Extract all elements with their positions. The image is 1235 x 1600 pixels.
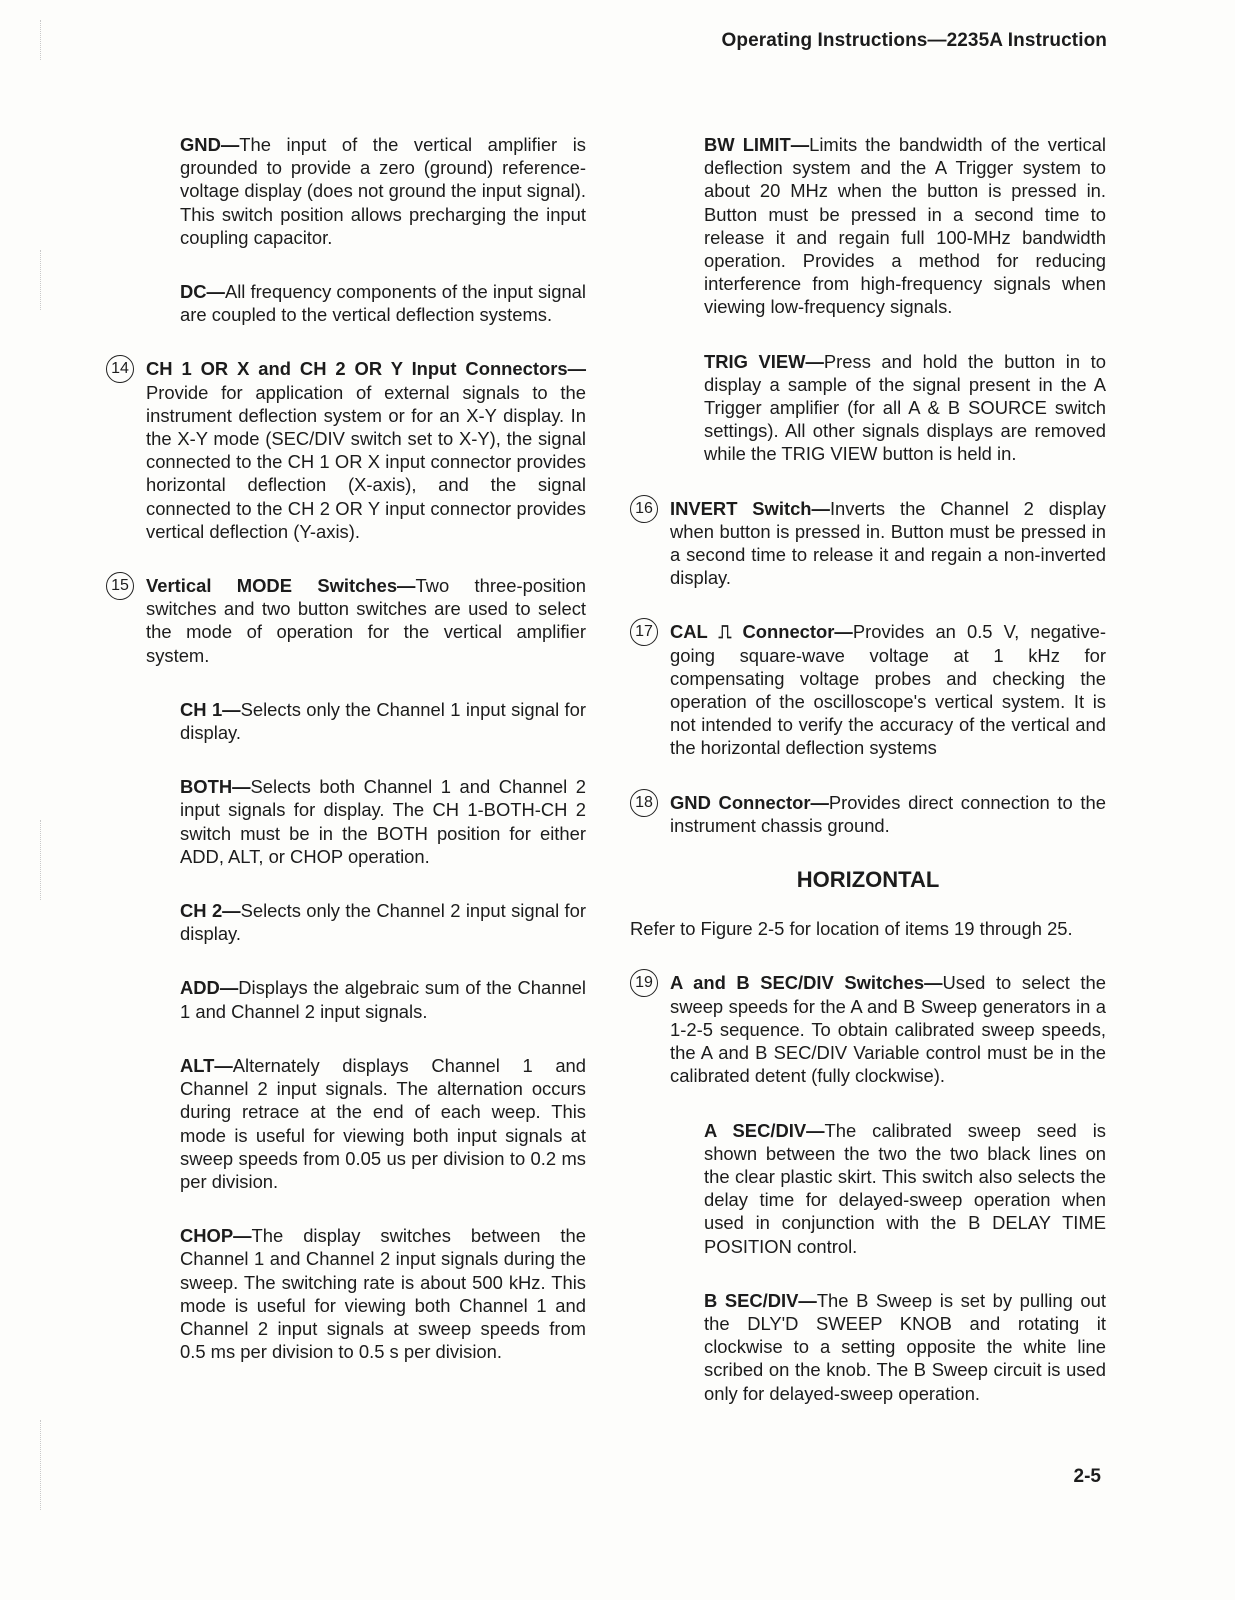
scan-edge-mark: [40, 820, 51, 900]
dc-description: [180, 280, 586, 326]
b-sec-div-text: The B Sweep is set by pulling out the DLY'D SWEEP KNOB and rotating it clockwise to a setting opposite the white line scribed on the knob. The B Sweep circuit is used only for delayed-sweep operation.: [704, 1289, 1106, 1404]
scan-edge-mark: [40, 1420, 51, 1510]
term-both: BOTH—: [180, 776, 251, 798]
item-19-sec-div-switches: [630, 971, 1106, 1087]
both-description: [180, 775, 586, 868]
item-17-cal-connector: [630, 620, 1106, 759]
invert-switch-text: Inverts the Channel 2 display when button is pressed in. Button must be pressed in a second time to release it and regain a non-inverted display.: [670, 497, 1106, 589]
term-ch1: CH 1—: [180, 698, 241, 720]
term-invert-switch: INVERT Switch—: [670, 497, 830, 519]
bw-limit-description: [704, 133, 1106, 319]
trig-view-text: Press and hold the button in to display a sample of the signal present in the A Trigger amplifier (for all A & B SOURCE switch settings). All other signals displays are removed while the TRIG VIEW button is held in.: [704, 350, 1106, 465]
term-alt: ALT—: [180, 1054, 233, 1076]
scan-edge-mark: [40, 250, 51, 310]
term-gnd-connector: GND Connector—: [670, 791, 829, 813]
term-gnd: GND—: [180, 134, 240, 155]
term-chop: CHOP—: [180, 1225, 252, 1247]
chop-text: The display switches between the Channel 1 and Channel 2 input signals during the sweep. The switching rate is about 500 kHz. This mode is useful for viewing both Channel 1 and Channel 2 input signals at sweep speeds from 0.5 ms per division to 0.5 s per division.: [180, 1225, 586, 1363]
ch2-description: [180, 899, 586, 945]
sec-div-switches-text: Used to select the sweep speeds for the A and B Sweep generators in a 1-2-5 sequence. To obtain calibrated sweep speeds, the A and B SEC/DIV Variable control must be in the calibrated detent (fully clockwise).: [670, 972, 1106, 1087]
term-a-sec-div: A SEC/DIV—: [704, 1119, 825, 1141]
term-vertical-mode: Vertical MODE Switches—: [146, 575, 416, 597]
a-sec-div-description: [704, 1119, 1106, 1258]
add-text: Displays the algebraic sum of the Channel 1 and Channel 2 input signals.: [180, 977, 586, 1022]
both-text: Selects both Channel 1 and Channel 2 input signals for display. The CH 1-BOTH-CH 2 switch must be in the BOTH position for either ADD, ALT, or CHOP operation.: [180, 776, 586, 867]
right-column: [630, 133, 1106, 1436]
term-input-connectors: CH 1 OR X and CH 2 OR Y Input Connectors—: [146, 358, 586, 380]
b-sec-div-description: [704, 1289, 1106, 1405]
item-18-gnd-connector: [630, 791, 1106, 837]
figure-reference: Refer to Figure 2-5 for location of items 19 through 25.: [630, 918, 1073, 940]
item-number-badge: 15: [106, 572, 134, 600]
vertical-mode-text: Two three-position switches and two button switches are used to select the mode of operation for the vertical amplifier system.: [146, 575, 586, 666]
ch1-text: Selects only the Channel 1 input signal for display.: [180, 698, 586, 744]
gnd-text: The input of the vertical amplifier is grounded to provide a zero (ground) reference-voltage display (does not ground the input signal). This switch position allows precharging the input coupling capacitor.: [180, 134, 586, 248]
alt-text: Alternately displays Channel 1 and Channel 2 input signals. The alternation occurs during retrace at the end of each weep. This mode is useful for viewing both input signals at sweep speeds from 0.05 us per division to 0.2 ms per division.: [180, 1054, 586, 1192]
term-trig-view: TRIG VIEW—: [704, 350, 824, 372]
bw-limit-text: Limits the bandwidth of the vertical deflection system and the A Trigger system to about 20 MHz when the button is pressed in. Button must be pressed in a second time to release it and regain full 100-MHz bandwidth operation. Provides a method for reducing interference from high-frequency signals when viewing low-frequency signals.: [704, 134, 1106, 318]
input-connectors-text: Provide for application of external signals to the instrument deflection system or for an X-Y display. In the X-Y mode (SEC/DIV switch set to X-Y), the signal connected to the CH 1 OR X input connector provides horizontal deflection (X-axis), and the signal connected to the CH 2 OR Y input connector provides vertical deflection (Y-axis).: [146, 381, 586, 542]
gnd-description: [180, 133, 586, 249]
term-cal: CAL: [670, 621, 719, 643]
item-number-badge: 18: [630, 789, 658, 817]
item-14-input-connectors: [106, 357, 586, 543]
item-16-invert-switch: [630, 497, 1106, 590]
section-heading-horizontal: HORIZONTAL: [796, 867, 940, 893]
running-header: Operating Instructions—2235A Instruction: [721, 30, 1107, 51]
item-number-badge: 16: [630, 495, 658, 523]
alt-description: [180, 1054, 586, 1193]
term-dc: DC—: [180, 281, 225, 303]
item-15-vertical-mode: [106, 574, 586, 667]
chop-description: [180, 1224, 586, 1363]
left-column: [106, 133, 586, 1394]
item-number-badge: 14: [106, 355, 134, 383]
term-sec-div-switches: A and B SEC/DIV Switches—: [670, 972, 943, 994]
term-add: ADD—: [180, 977, 239, 999]
item-number-badge: 17: [630, 618, 658, 646]
square-wave-icon: ⎍: [718, 621, 732, 643]
page-number: 2-5: [1073, 1466, 1101, 1487]
term-ch2: CH 2—: [180, 900, 241, 922]
term-b-sec-div: B SEC/DIV—: [704, 1289, 817, 1311]
ch1-description: [180, 698, 586, 744]
scan-edge-mark: [40, 20, 51, 60]
ch2-text: Selects only the Channel 2 input signal for display.: [180, 900, 586, 945]
term-bw-limit: BW LIMIT—: [704, 134, 810, 155]
item-number-badge: 19: [630, 969, 658, 997]
cal-connector-text: Provides an 0.5 V, negative-going square-wave voltage at 1 kHz for compensating voltage probes and checking the operation of the oscilloscope's vertical system. It is not intended to verify the accuracy of the vertical and the horizontal deflection systems: [670, 621, 1106, 759]
add-description: [180, 976, 586, 1022]
gnd-connector-text: Provides direct connection to the instrument chassis ground.: [670, 791, 1106, 836]
dc-text: All frequency components of the input signal are coupled to the vertical deflection systems.: [180, 281, 586, 326]
trig-view-description: [704, 350, 1106, 466]
term-connector: Connector—: [731, 621, 853, 643]
a-sec-div-text: The calibrated sweep seed is shown between the two the two black lines on the clear plastic skirt. This switch also selects the delay time for delayed-sweep operation when used in conjunction with the B DELAY TIME POSITION control.: [704, 1119, 1106, 1257]
